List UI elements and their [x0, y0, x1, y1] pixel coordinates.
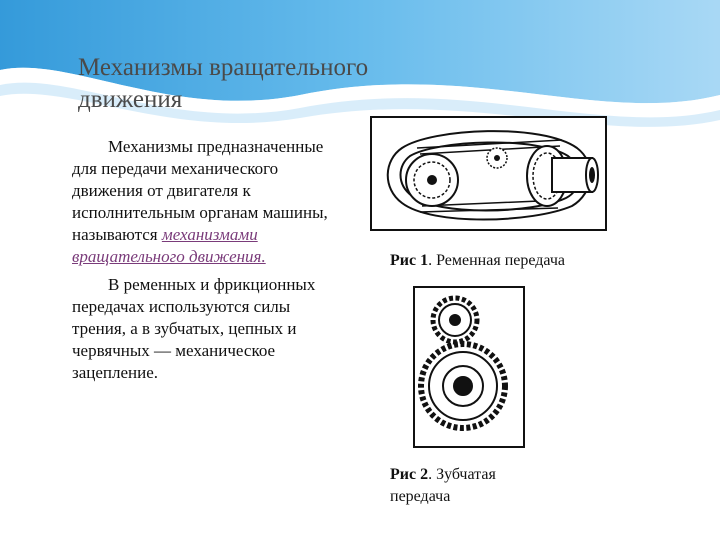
- gear-drive-figure: [413, 286, 525, 448]
- belt-drive-figure: [370, 116, 607, 231]
- figure-1-caption-text: . Ременная передача: [428, 252, 565, 269]
- paragraph-forces: В ременных и фрикционных передачах используются силы трения, а в зубчатых, цепных и червячных — механическое зацепление.: [72, 275, 316, 382]
- figure-2-caption-text: . Зубчатая передача: [390, 466, 496, 505]
- belt-drive-illustration: [372, 118, 605, 229]
- paragraph-definition: [72, 136, 334, 268]
- figure-1-label: Рис 1: [390, 252, 429, 269]
- body-text: [72, 136, 334, 390]
- figure-2-label: Рис 2: [390, 466, 429, 483]
- paragraph-definition-text: Механизмы предназначенные для передачи механического движения от двигателя к исполнительным органам машины, называются: [72, 137, 328, 244]
- gear-drive-illustration: [415, 288, 523, 446]
- slide-title: Механизмы вращательного движения: [78, 54, 369, 113]
- figure-2-caption: [390, 464, 550, 508]
- term-link[interactable]: механизмами вращательного движения.: [72, 225, 266, 266]
- figure-1-caption: [390, 250, 565, 272]
